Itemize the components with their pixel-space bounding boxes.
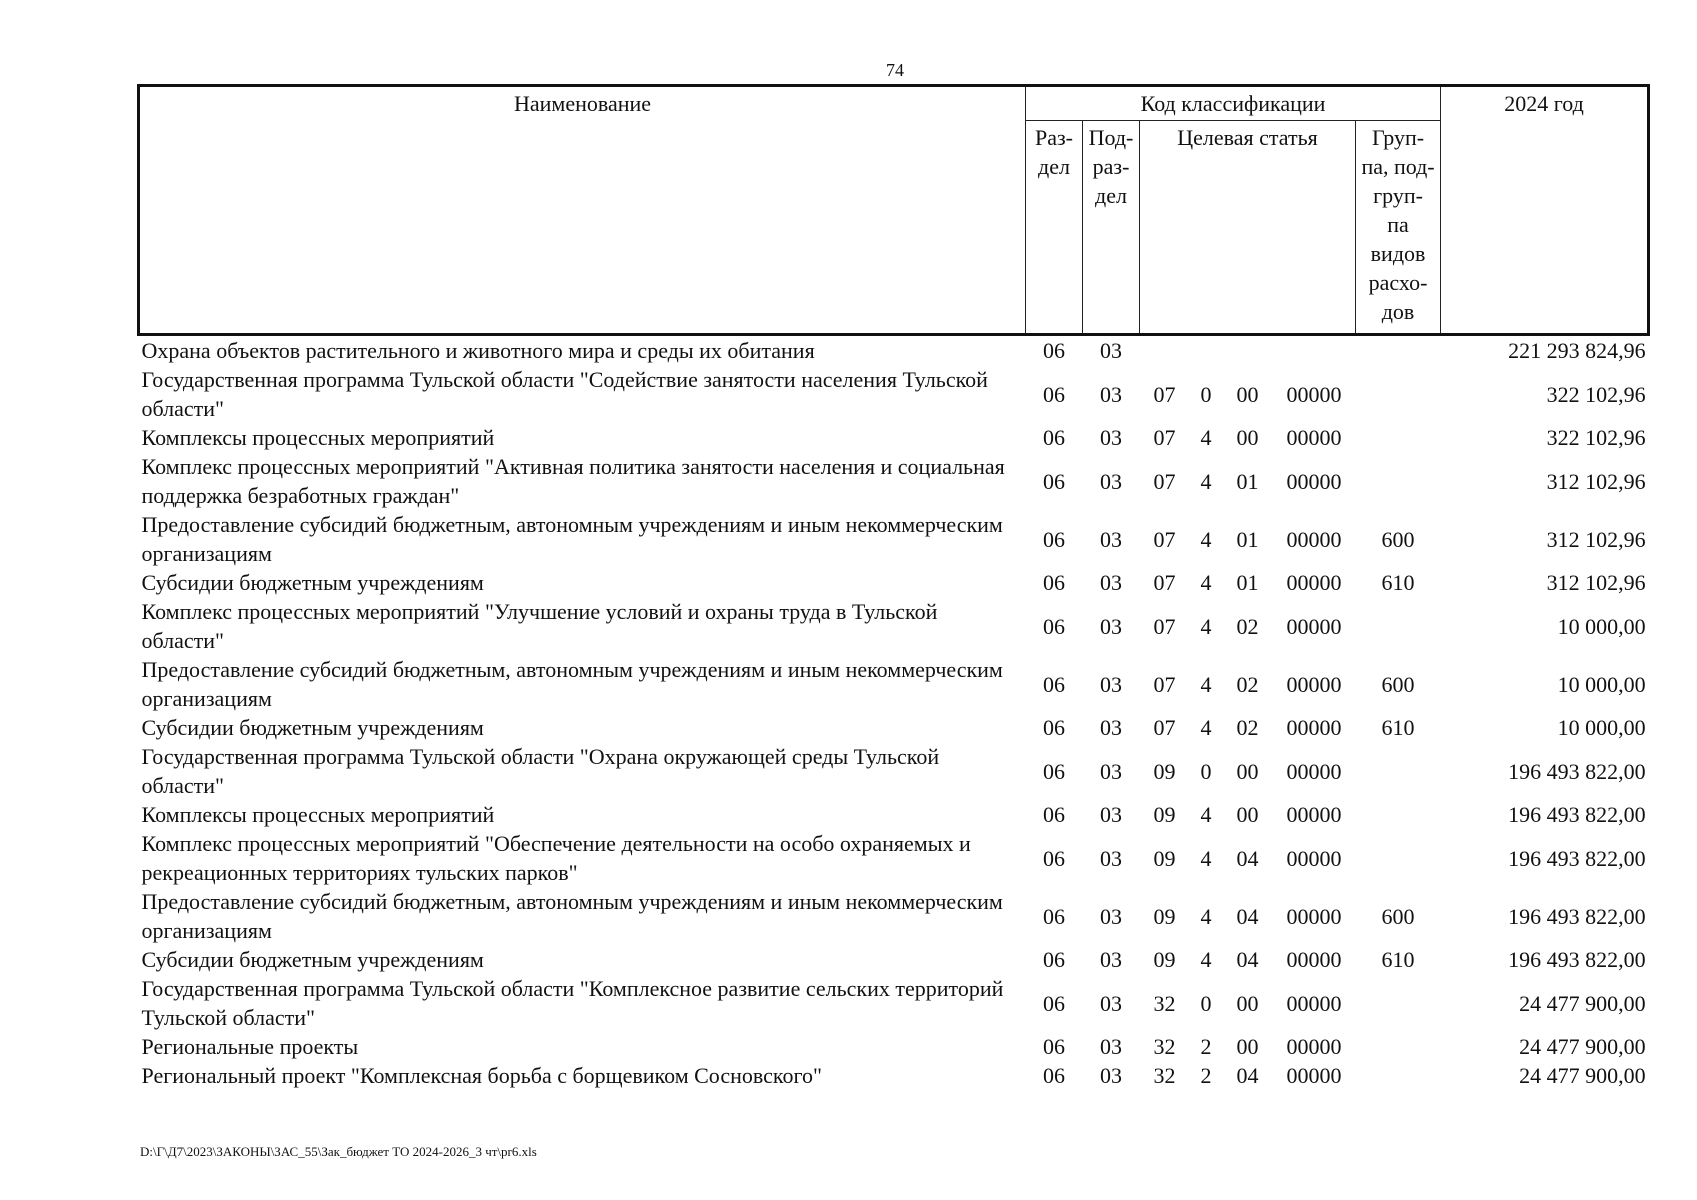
- header-code-group: Код классификации: [1026, 86, 1441, 121]
- row-cs-direction: 00000: [1286, 1034, 1342, 1059]
- row-razdel: 06: [1043, 381, 1065, 407]
- row-cs-type: 4: [1200, 526, 1212, 552]
- row-cs-structure: 02: [1236, 715, 1259, 740]
- row-cs-type: 4: [1200, 802, 1212, 827]
- row-vid-rashodov: [1356, 974, 1441, 1032]
- footer-file-path: D:\Г\Д7\2023\ЗАКОНЫ\ЗАС_55\Зак_бюджет ТО 2024-2026_3 чт\pr6.xls: [140, 1144, 537, 1159]
- row-vid-rashodov: [1356, 423, 1441, 452]
- row-amount: 196 493 822,00: [1508, 758, 1646, 784]
- row-cs-structure: [1223, 335, 1273, 366]
- row-amount: 322 102,96: [1546, 381, 1646, 407]
- row-cs-direction: 00000: [1286, 425, 1342, 450]
- row-razdel: 06: [1043, 468, 1065, 494]
- row-cs-type: 4: [1200, 947, 1212, 972]
- row-cs-type: 0: [1200, 381, 1212, 407]
- row-name: Субсидии бюджетным учреждениям: [141, 715, 484, 740]
- row-name: Охрана объектов растительного и животного мира и среды их обитания: [141, 338, 815, 363]
- row-cs-direction: 00000: [1286, 613, 1342, 639]
- row-razdel: 06: [1043, 338, 1065, 363]
- row-vid-rashodov: [1356, 742, 1441, 800]
- row-cs-direction: 00000: [1286, 1063, 1342, 1088]
- row-cs-structure: 01: [1236, 468, 1259, 494]
- row-cs-program: 32: [1153, 1034, 1176, 1059]
- row-name: Комплекс процессных мероприятий "Активная политика занятости населения и социальная поддержка безработных граждан": [141, 454, 1005, 508]
- row-cs-direction: [1273, 335, 1356, 366]
- row-podrazdel: 03: [1100, 845, 1122, 871]
- row-cs-structure: 01: [1236, 526, 1259, 552]
- row-podrazdel: 03: [1100, 425, 1122, 450]
- table-row: [139, 510, 1649, 568]
- row-razdel: 06: [1043, 1034, 1065, 1059]
- row-amount: 312 102,96: [1546, 468, 1646, 494]
- row-cs-type: 0: [1200, 990, 1212, 1016]
- row-cs-type: 4: [1200, 425, 1212, 450]
- row-vid-rashodov: [1356, 597, 1441, 655]
- row-cs-direction: 00000: [1286, 845, 1342, 871]
- table-row: [139, 423, 1649, 452]
- row-cs-program: 09: [1153, 802, 1176, 827]
- table-row: [139, 335, 1649, 366]
- row-razdel: 06: [1043, 845, 1065, 871]
- row-cs-structure: 00: [1236, 1034, 1259, 1059]
- page-number: 74: [886, 60, 904, 80]
- row-cs-program: 07: [1153, 570, 1176, 595]
- header-celevaya-statya: Целевая статья: [1140, 121, 1356, 335]
- row-razdel: 06: [1043, 903, 1065, 929]
- row-cs-direction: 00000: [1286, 903, 1342, 929]
- row-name: Государственная программа Тульской области "Содействие занятости населения Тульской области": [141, 367, 988, 421]
- table-row: [139, 655, 1649, 713]
- row-razdel: 06: [1043, 990, 1065, 1016]
- row-razdel: 06: [1043, 425, 1065, 450]
- row-cs-direction: 00000: [1286, 758, 1342, 784]
- row-vid-rashodov: 600: [1381, 903, 1415, 929]
- row-vid-rashodov: 610: [1381, 947, 1415, 972]
- row-amount: 312 102,96: [1546, 526, 1646, 552]
- row-cs-structure: 04: [1236, 903, 1259, 929]
- row-cs-direction: 00000: [1286, 715, 1342, 740]
- row-cs-program: 09: [1153, 947, 1176, 972]
- row-cs-direction: 00000: [1286, 468, 1342, 494]
- table-row: [139, 800, 1649, 829]
- row-cs-structure: 00: [1236, 425, 1259, 450]
- row-cs-program: 07: [1153, 613, 1176, 639]
- row-podrazdel: 03: [1100, 468, 1122, 494]
- table-row: [139, 742, 1649, 800]
- row-cs-type: 4: [1200, 671, 1212, 697]
- row-razdel: 06: [1043, 613, 1065, 639]
- row-podrazdel: 03: [1100, 570, 1122, 595]
- header-gruppa-vidov-rashodov: Груп- па, под- груп- па видов расхо- дов: [1356, 121, 1441, 335]
- row-amount: 312 102,96: [1546, 570, 1646, 595]
- row-vid-rashodov: [1356, 365, 1441, 423]
- row-name: Комплекс процессных мероприятий "Улучшение условий и охраны труда в Тульской области": [141, 599, 938, 653]
- budget-table: [137, 84, 1650, 1090]
- row-name: Субсидии бюджетным учреждениям: [141, 947, 484, 972]
- header-podrazdel: Под- раз- дел: [1083, 121, 1140, 335]
- row-podrazdel: 03: [1100, 338, 1122, 363]
- row-name: Предоставление субсидий бюджетным, автономным учреждениям и иным некоммерческим организациям: [141, 657, 1003, 711]
- row-vid-rashodov: 600: [1381, 526, 1415, 552]
- row-cs-direction: 00000: [1286, 947, 1342, 972]
- row-razdel: 06: [1043, 570, 1065, 595]
- row-name: Региональные проекты: [141, 1034, 359, 1059]
- row-cs-type: 2: [1200, 1063, 1212, 1088]
- row-cs-type: [1190, 335, 1223, 366]
- row-cs-structure: 04: [1236, 947, 1259, 972]
- row-amount: 196 493 822,00: [1508, 845, 1646, 871]
- row-vid-rashodov: [1356, 335, 1441, 366]
- row-podrazdel: 03: [1100, 1063, 1122, 1088]
- row-cs-structure: 00: [1236, 802, 1259, 827]
- table-row: [139, 713, 1649, 742]
- row-cs-program: 07: [1153, 526, 1176, 552]
- header-name: Наименование: [139, 86, 1026, 335]
- row-name: Субсидии бюджетным учреждениям: [141, 570, 484, 595]
- row-name: Предоставление субсидий бюджетным, автономным учреждениям и иным некоммерческим организациям: [141, 512, 1003, 566]
- table-row: [139, 452, 1649, 510]
- row-cs-program: 07: [1153, 468, 1176, 494]
- row-name: Комплексы процессных мероприятий: [141, 425, 495, 450]
- row-cs-direction: 00000: [1286, 570, 1342, 595]
- row-cs-program: 07: [1153, 381, 1176, 407]
- row-amount: 196 493 822,00: [1508, 802, 1646, 827]
- row-cs-structure: 04: [1236, 845, 1259, 871]
- row-cs-program: 32: [1153, 990, 1176, 1016]
- row-name: Комплексы процессных мероприятий: [141, 802, 495, 827]
- row-cs-program: 09: [1153, 758, 1176, 784]
- row-cs-structure: 00: [1236, 758, 1259, 784]
- row-podrazdel: 03: [1100, 903, 1122, 929]
- row-cs-program: 07: [1153, 715, 1176, 740]
- row-name: Комплекс процессных мероприятий "Обеспечение деятельности на особо охраняемых и рекреационных территориях тульских парков": [141, 831, 971, 885]
- table-row: [139, 1032, 1649, 1061]
- row-vid-rashodov: [1356, 1032, 1441, 1061]
- row-razdel: 06: [1043, 526, 1065, 552]
- row-cs-program: 09: [1153, 845, 1176, 871]
- table-row: [139, 887, 1649, 945]
- row-podrazdel: 03: [1100, 381, 1122, 407]
- row-cs-program: [1140, 335, 1190, 366]
- row-podrazdel: 03: [1100, 526, 1122, 552]
- row-podrazdel: 03: [1100, 947, 1122, 972]
- header-razdel: Раз- дел: [1026, 121, 1083, 335]
- row-razdel: 06: [1043, 802, 1065, 827]
- row-cs-structure: 00: [1236, 990, 1259, 1016]
- row-podrazdel: 03: [1100, 802, 1122, 827]
- row-vid-rashodov: [1356, 800, 1441, 829]
- row-cs-type: 4: [1200, 570, 1212, 595]
- row-amount: 24 477 900,00: [1519, 1063, 1646, 1088]
- row-cs-program: 07: [1153, 425, 1176, 450]
- row-cs-type: 4: [1200, 845, 1212, 871]
- row-amount: 196 493 822,00: [1508, 947, 1646, 972]
- row-podrazdel: 03: [1100, 715, 1122, 740]
- row-vid-rashodov: 610: [1381, 570, 1415, 595]
- row-podrazdel: 03: [1100, 758, 1122, 784]
- row-podrazdel: 03: [1100, 1034, 1122, 1059]
- row-amount: 10 000,00: [1557, 715, 1646, 740]
- row-cs-structure: 00: [1236, 381, 1259, 407]
- row-cs-structure: 01: [1236, 570, 1259, 595]
- table-row: [139, 974, 1649, 1032]
- row-cs-program: 07: [1153, 671, 1176, 697]
- row-cs-type: 4: [1200, 715, 1212, 740]
- row-razdel: 06: [1043, 947, 1065, 972]
- row-cs-direction: 00000: [1286, 990, 1342, 1016]
- row-cs-type: 4: [1200, 903, 1212, 929]
- row-vid-rashodov: 610: [1381, 715, 1415, 740]
- row-razdel: 06: [1043, 671, 1065, 697]
- row-name: Государственная программа Тульской области "Комплексное развитие сельских территорий Тульской области": [141, 976, 1004, 1030]
- row-cs-type: 4: [1200, 468, 1212, 494]
- row-vid-rashodov: [1356, 829, 1441, 887]
- table-row: [139, 365, 1649, 423]
- table-row: [139, 945, 1649, 974]
- row-cs-structure: 02: [1236, 613, 1259, 639]
- row-podrazdel: 03: [1100, 613, 1122, 639]
- row-podrazdel: 03: [1100, 671, 1122, 697]
- row-razdel: 06: [1043, 758, 1065, 784]
- row-razdel: 06: [1043, 1063, 1065, 1088]
- table-row: [139, 568, 1649, 597]
- row-cs-direction: 00000: [1286, 381, 1342, 407]
- row-cs-direction: 00000: [1286, 802, 1342, 827]
- table-row: [139, 829, 1649, 887]
- row-razdel: 06: [1043, 715, 1065, 740]
- row-amount: 196 493 822,00: [1508, 903, 1646, 929]
- row-vid-rashodov: 600: [1381, 671, 1415, 697]
- row-cs-direction: 00000: [1286, 526, 1342, 552]
- row-name: Государственная программа Тульской области "Охрана окружающей среды Тульской области": [141, 744, 940, 798]
- table-row: [139, 597, 1649, 655]
- row-cs-type: 0: [1200, 758, 1212, 784]
- row-amount: 24 477 900,00: [1519, 1034, 1646, 1059]
- row-cs-structure: 02: [1236, 671, 1259, 697]
- row-podrazdel: 03: [1100, 990, 1122, 1016]
- row-amount: 322 102,96: [1546, 425, 1646, 450]
- row-cs-program: 09: [1153, 903, 1176, 929]
- row-amount: 10 000,00: [1557, 613, 1646, 639]
- row-name: Региональный проект "Комплексная борьба с борщевиком Сосновского": [141, 1063, 822, 1088]
- row-amount: 221 293 824,96: [1508, 338, 1646, 363]
- row-cs-type: 4: [1200, 613, 1212, 639]
- row-cs-program: 32: [1153, 1063, 1176, 1088]
- row-vid-rashodov: [1356, 452, 1441, 510]
- table-row: [139, 1061, 1649, 1090]
- row-cs-structure: 04: [1236, 1063, 1259, 1088]
- row-amount: 24 477 900,00: [1519, 990, 1646, 1016]
- row-name: Предоставление субсидий бюджетным, автономным учреждениям и иным некоммерческим организациям: [141, 889, 1003, 943]
- row-cs-type: 2: [1200, 1034, 1212, 1059]
- row-cs-direction: 00000: [1286, 671, 1342, 697]
- row-vid-rashodov: [1356, 1061, 1441, 1090]
- header-year: 2024 год: [1441, 86, 1649, 335]
- row-amount: 10 000,00: [1557, 671, 1646, 697]
